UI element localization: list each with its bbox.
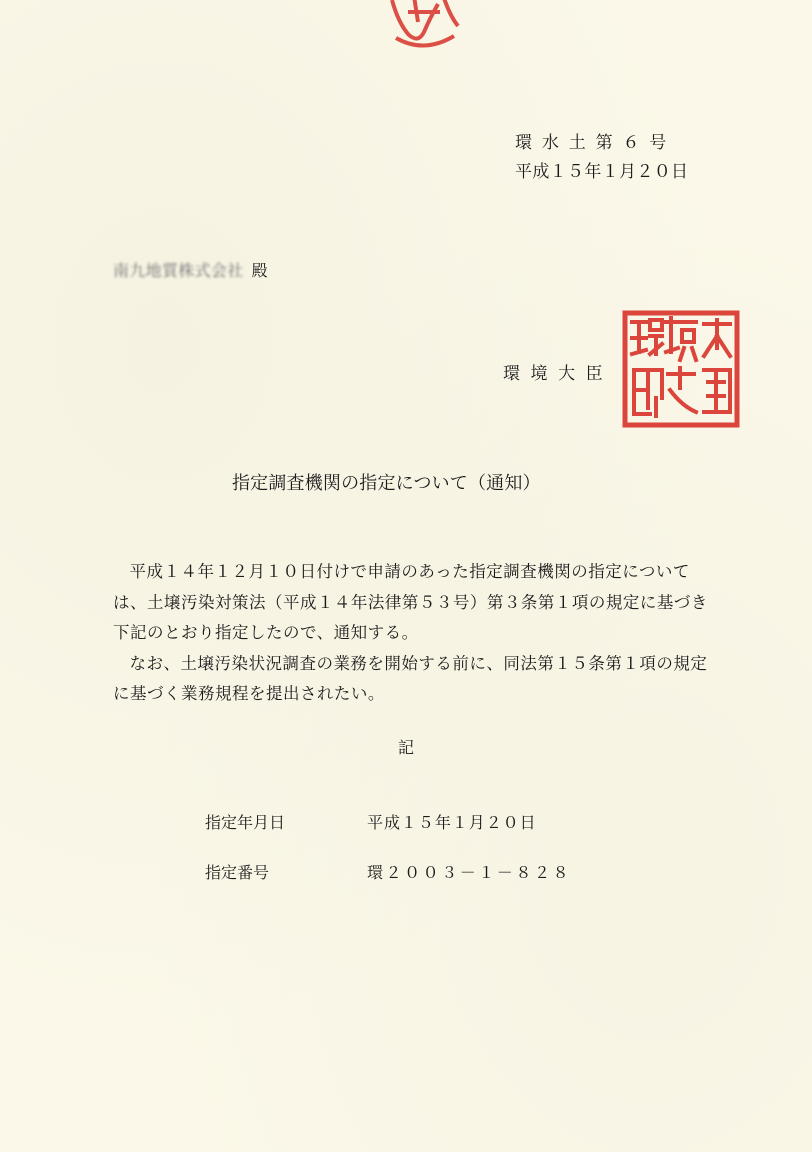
document-title: 指定調査機関の指定について（通知）: [232, 473, 541, 494]
designation-date-value: 平成１５年１月２０日: [367, 813, 537, 832]
document-number: 環水土第６号: [515, 133, 677, 153]
record-heading: 記: [398, 738, 415, 757]
designation-number-value: 環２００３－１－８２８: [367, 863, 572, 882]
designation-number-label: 指定番号: [205, 863, 270, 882]
sender-title: 環境大臣: [503, 364, 614, 384]
document-date: 平成１５年１月２０日: [515, 162, 689, 182]
partial-seal-stamp: [378, 0, 470, 54]
addressee: [113, 258, 268, 281]
body-paragraph: なお、土壌汚染状況調査の業務を開始する前に、同法第１５条第１項の規定に基づく業務規程を提出されたい。: [113, 653, 708, 703]
body-text: [113, 557, 713, 710]
body-paragraph: 平成１４年１２月１０日付けで申請のあった指定調査機関の指定については、土壌汚染対策法（平成１４年法律第５３号）第３条第１項の規定に基づき下記のとおり指定したので、通知する。: [113, 562, 708, 642]
designation-date-label: 指定年月日: [205, 813, 286, 832]
addressee-honorific: 殿: [251, 261, 268, 280]
addressee-company: 南九地質株式会社: [113, 261, 244, 280]
ministerial-seal-stamp: [620, 308, 742, 430]
